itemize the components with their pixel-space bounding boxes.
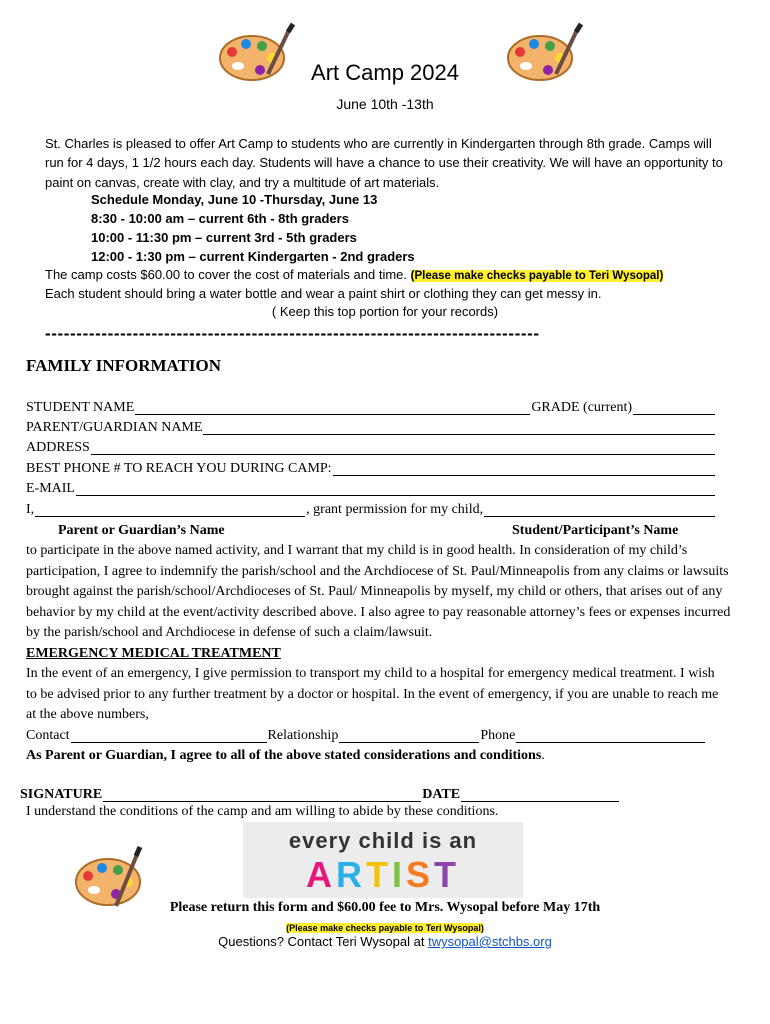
questions-text: Questions? Contact Teri Wysopal at [218, 934, 429, 949]
banner-letter: R [335, 854, 366, 895]
signature-label: SIGNATURE [20, 787, 103, 802]
address-label: ADDRESS [26, 440, 90, 455]
parent-caption: Parent or Guardian’s Name [58, 523, 225, 538]
address-field[interactable] [91, 440, 715, 455]
keep-note: ( Keep this top portion for your records) [271, 304, 499, 319]
agree-period: . [541, 748, 545, 763]
grant-text: , grant permission for my child, [306, 502, 484, 517]
banner-line1: every child is an [288, 828, 478, 853]
relationship-field[interactable] [339, 728, 479, 743]
questions-line [0, 934, 770, 949]
understand-line: I understand the conditions of the camp and am willing to abide by these conditions. [26, 804, 499, 819]
address-row [26, 440, 716, 456]
parent-name-label: PARENT/GUARDIAN NAME [26, 420, 203, 435]
checks-payable-highlight: (Please make checks payable to Teri Wysopal) [410, 270, 664, 282]
waiver-paragraph: to participate in the above named activity, and I warrant that my child is in good health. In consideration of my child’s participation, I agree to indemnify the parish/school and the Archdiocese of St. Paul/Minneapolis from any claims or lawsuits brought against the parish/school/Archdioceses of St. Paul/ Minneapolis by myself, my child or others, that arises out of any behavior by my child at the event/activity described above. I also agree to pay reasonable attorney’s fees or expenses incurred by the parish/school and Archdiocese in defense of such a claim/lawsuit. [26, 543, 731, 640]
checks-note: (Please make checks payable to Teri Wysopal) [286, 923, 484, 933]
permission-row [26, 502, 716, 518]
parent-name-row [26, 420, 716, 436]
student-name-field[interactable] [135, 400, 530, 415]
schedule-line: 8:30 - 10:00 am – current 6th - 8th graders [91, 211, 349, 226]
email-field[interactable] [76, 481, 715, 496]
cut-line-divider: ------------------------------------------------------------------------------- [45, 324, 540, 343]
intro-paragraph: St. Charles is pleased to offer Art Camp to students who are currently in Kindergarten through 8th grade. Camps will run for 4 days, 1 1/2 hours each day. Students will have a chance to use their creativity. We will have an opportunity to paint on canvas, create with clay, and try a multitude of art materials. [45, 136, 723, 190]
agree-line [26, 748, 545, 764]
contact-row [26, 728, 706, 744]
email-row [26, 481, 716, 497]
child-name-field[interactable] [484, 502, 715, 517]
student-name-row [26, 400, 716, 416]
schedule-heading: Schedule Monday, June 10 -Thursday, June 13 [91, 192, 378, 207]
student-name-label: STUDENT NAME [26, 400, 135, 415]
guardian-name-field[interactable] [35, 502, 305, 517]
cost-text: The camp costs $60.00 to cover the cost of materials and time. [45, 267, 411, 282]
phone-row [26, 461, 716, 477]
date-field[interactable] [461, 787, 619, 802]
grade-label: GRADE (current) [531, 400, 632, 415]
date-label: DATE [422, 787, 461, 802]
artist-banner [243, 822, 523, 898]
agree-text: As Parent or Guardian, I agree to all of the above stated considerations and conditions [26, 748, 542, 763]
page-title: Art Camp 2024 [311, 60, 459, 85]
phone2-label: Phone [480, 728, 516, 743]
contact-label: Contact [26, 728, 70, 743]
cost-line [45, 267, 663, 282]
banner-line2 [243, 854, 523, 896]
contact-email-link[interactable]: twysopal@stchbs.org [428, 934, 552, 949]
banner-letter: I [391, 854, 406, 895]
student-caption: Student/Participant’s Name [512, 523, 679, 538]
schedule-line: 12:00 - 1:30 pm – current Kindergarten - 2nd graders [91, 249, 415, 264]
email-label: E-MAIL [26, 481, 75, 496]
contact-field[interactable] [71, 728, 267, 743]
signature-field[interactable] [103, 787, 421, 802]
signature-row [20, 787, 620, 803]
banner-letter: T [434, 854, 461, 895]
family-info-heading: FAMILY INFORMATION [26, 356, 222, 375]
schedule-line: 10:00 - 11:30 pm – current 3rd - 5th graders [91, 230, 357, 245]
banner-letter: S [406, 854, 435, 895]
emergency-heading: EMERGENCY MEDICAL TREATMENT [26, 646, 281, 661]
relationship-label: Relationship [267, 728, 339, 743]
phone2-field[interactable] [516, 728, 705, 743]
camp-dates: June 10th -13th [336, 96, 434, 112]
i-label: I, [26, 502, 35, 517]
banner-letter: T [365, 854, 392, 895]
parent-name-field[interactable] [203, 420, 715, 435]
bring-line: Each student should bring a water bottle and wear a paint shirt or clothing they can get messy in. [45, 286, 602, 301]
banner-letter: A [305, 854, 336, 895]
grade-field[interactable] [633, 400, 715, 415]
emergency-paragraph: In the event of an emergency, I give permission to transport my child to a hospital for emergency medical treatment. I wish to be advised prior to any further treatment by a doctor or hospital. In the event of emergency, if you are unable to reach me at the above numbers, [26, 666, 719, 722]
phone-field[interactable] [333, 461, 715, 476]
phone-label: BEST PHONE # TO REACH YOU DURING CAMP: [26, 461, 332, 476]
return-instructions: Please return this form and $60.00 fee to Mrs. Wysopal before May 17th [169, 900, 601, 915]
